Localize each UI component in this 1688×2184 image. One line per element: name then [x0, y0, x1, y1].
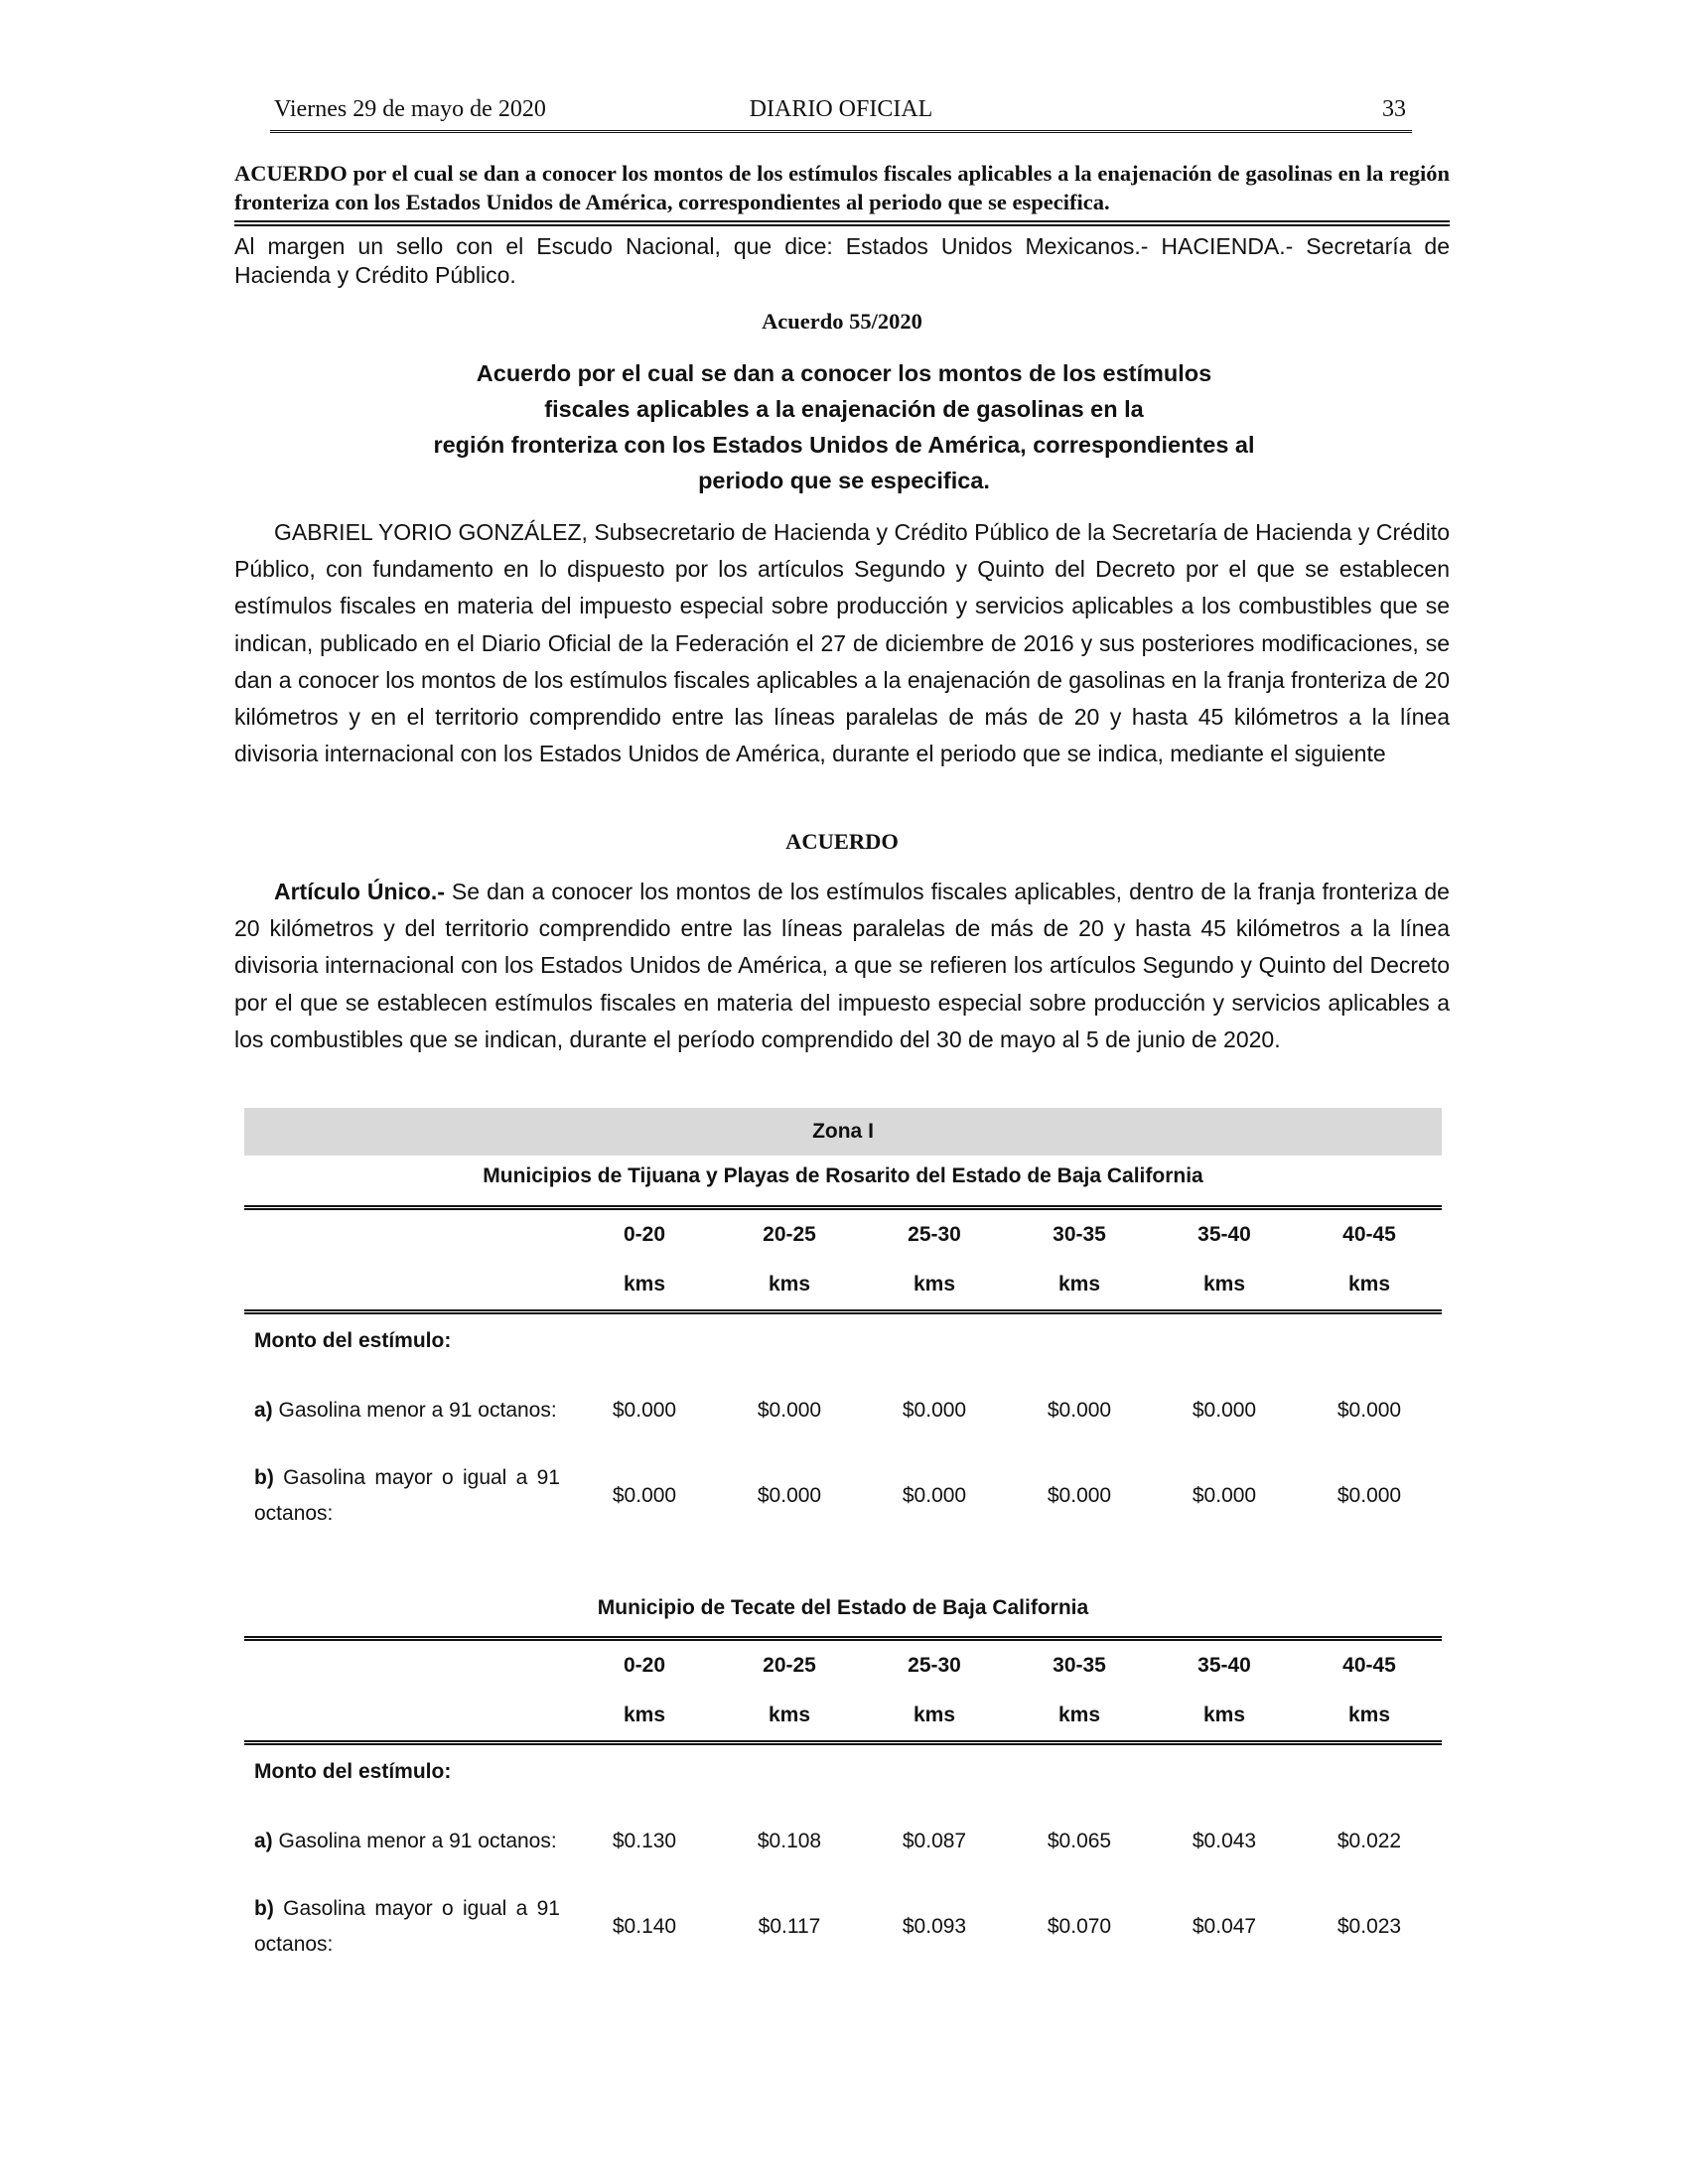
amount-cell: $0.000 [902, 1484, 967, 1507]
range-header: 0-20 [572, 1639, 717, 1692]
amount-cell: $0.070 [1047, 1915, 1112, 1938]
header-date: Viernes 29 de mayo de 2020 [274, 96, 546, 122]
table-row [244, 1312, 1442, 1369]
fuel-label [244, 1368, 572, 1453]
article-label: Artículo Único.- [274, 879, 445, 904]
amount-cell: $0.000 [1047, 1399, 1112, 1422]
monto-label: Monto del estímulo: [254, 1329, 452, 1352]
range-header: 20-25 [717, 1639, 862, 1692]
fuel-label [244, 1799, 572, 1884]
amount-cell: $0.022 [1336, 1830, 1402, 1852]
range-header: 40-45 [1297, 1639, 1442, 1692]
range-header: 35-40 [1152, 1639, 1297, 1692]
fuel-label [244, 1453, 572, 1539]
unit-header: kms [1297, 1260, 1442, 1312]
table-caption: Municipios de Tijuana y Playas de Rosarito del Estado de Baja California [483, 1164, 1203, 1187]
main-title [377, 355, 1311, 498]
unit-header: kms [862, 1260, 1007, 1312]
amount-cell: $0.000 [1192, 1484, 1257, 1507]
table-caption: Municipio de Tecate del Estado de Baja California [597, 1596, 1089, 1619]
amount-cell: $0.043 [1192, 1830, 1257, 1852]
table-row [244, 1368, 1442, 1453]
fuel-label [244, 1884, 572, 1970]
zone-heading: Zona I [244, 1108, 1442, 1156]
amount-cell: $0.000 [1192, 1399, 1257, 1422]
header-publication: DIARIO OFICIAL [749, 96, 933, 122]
amount-cell: $0.087 [902, 1830, 967, 1852]
range-header: 20-25 [717, 1208, 862, 1261]
range-header: 30-35 [1007, 1639, 1152, 1692]
amount-cell: $0.130 [612, 1830, 677, 1852]
unit-header: kms [572, 1260, 717, 1312]
fuel-prefix: a) [254, 1399, 273, 1422]
fuel-name: Gasolina menor a 91 octanos: [272, 1399, 557, 1422]
amount-cell: $0.000 [902, 1399, 967, 1422]
main-title-line: región fronteriza con los Estados Unidos de América, correspondientes al [433, 432, 1255, 458]
acuerdo-number: Acuerdo 55/2020 [762, 309, 922, 334]
amount-cell: $0.000 [1047, 1484, 1112, 1507]
header-cell-empty [244, 1260, 572, 1312]
amount-cell: $0.108 [757, 1830, 822, 1852]
unit-header: kms [862, 1691, 1007, 1743]
amount-cell: $0.000 [757, 1399, 822, 1422]
article-paragraph [234, 874, 1450, 1058]
main-title-line: fiscales aplicables a la enajenación de gasolinas en la [544, 396, 1144, 422]
preamble-paragraph: GABRIEL YORIO GONZÁLEZ, Subsecretario de Hacienda y Crédito Público de la Secretaría de Hacienda y Crédito Público, con fundamento en lo dispuesto por los artículos Segundo y Quinto del Decreto por el que se establecen estímulos fiscales en materia del impuesto especial sobre producción y servicios aplicables a los combustibles que se indican, publicado en el Diario Oficial de la Federación el 27 de diciembre de 2016 y sus posteriores modificaciones, se dan a conocer los montos de los estímulos fiscales aplicables a la enajenación de gasolinas en la franja fronteriza de 20 kilómetros y en el territorio comprendido entre las líneas paralelas de más de 20 y hasta 45 kilómetros a la línea divisoria internacional con los Estados Unidos de América, durante el periodo que se indica, mediante el siguiente [234, 519, 1450, 767]
amount-cell: $0.065 [1047, 1830, 1112, 1852]
stimulus-table [244, 1205, 1442, 1539]
amount-cell: $0.023 [1336, 1915, 1402, 1938]
unit-header: kms [717, 1260, 862, 1312]
range-header: 40-45 [1297, 1208, 1442, 1261]
unit-header: kms [1152, 1260, 1297, 1312]
table-header-row [244, 1639, 1442, 1692]
range-header: 30-35 [1007, 1208, 1152, 1261]
page-header [270, 94, 1412, 133]
range-header: 0-20 [572, 1208, 717, 1261]
amount-cell: $0.140 [612, 1915, 677, 1938]
acuerdo-heading: ACUERDO [785, 829, 899, 854]
amount-cell: $0.047 [1192, 1915, 1257, 1938]
fuel-prefix: b) [254, 1897, 274, 1920]
amount-cell: $0.000 [757, 1484, 822, 1507]
margin-note: Al margen un sello con el Escudo Nacional, que dice: Estados Unidos Mexicanos.- HACIENDA.- Secretaría de Hacienda y Crédito Público. [234, 233, 1450, 288]
amount-cell: $0.093 [902, 1915, 967, 1938]
unit-header: kms [1007, 1691, 1152, 1743]
fuel-name: Gasolina menor a 91 octanos: [272, 1830, 557, 1852]
unit-header: kms [572, 1691, 717, 1743]
range-header: 25-30 [862, 1208, 1007, 1261]
table-header-row [244, 1208, 1442, 1261]
main-title-line: Acuerdo por el cual se dan a conocer los montos de los estímulos [476, 360, 1212, 386]
unit-header: kms [717, 1691, 862, 1743]
table-row [244, 1743, 1442, 1800]
main-title-line: periodo que se especifica. [698, 468, 990, 493]
fuel-prefix: a) [254, 1830, 273, 1852]
fuel-name: Gasolina mayor o igual a 91 octanos: [254, 1466, 560, 1525]
amount-cell: $0.000 [612, 1399, 677, 1422]
amount-cell: $0.000 [612, 1484, 677, 1507]
header-cell-empty [244, 1639, 572, 1692]
unit-header: kms [1297, 1691, 1442, 1743]
fuel-prefix: b) [254, 1466, 274, 1489]
header-cell-empty [244, 1208, 572, 1261]
amount-cell: $0.117 [758, 1915, 821, 1938]
header-page-number: 33 [1382, 96, 1406, 122]
table-unit-row [244, 1260, 1442, 1312]
table-row [244, 1453, 1442, 1539]
range-header: 35-40 [1152, 1208, 1297, 1261]
amount-cell: $0.000 [1336, 1484, 1402, 1507]
decree-title: ACUERDO por el cual se dan a conocer los montos de los estímulos fiscales aplicables a la enajenación de gasolinas en la región fronteriza con los Estados Unidos de América, correspondientes al periodo que se especifica. [234, 159, 1450, 226]
monto-label: Monto del estímulo: [254, 1760, 452, 1783]
unit-header: kms [1152, 1691, 1297, 1743]
range-header: 25-30 [862, 1639, 1007, 1692]
amount-cell: $0.000 [1336, 1399, 1402, 1422]
table-unit-row [244, 1691, 1442, 1743]
header-cell-empty [244, 1691, 572, 1743]
unit-header: kms [1007, 1260, 1152, 1312]
table-row [244, 1884, 1442, 1970]
fuel-name: Gasolina mayor o igual a 91 octanos: [254, 1897, 560, 1956]
table-row [244, 1799, 1442, 1884]
stimulus-table [244, 1636, 1442, 1970]
article-text: Se dan a conocer los montos de los estímulos fiscales aplicables, dentro de la franja fronteriza de 20 kilómetros y del territorio comprendido entre las líneas paralelas de más de 20 y hasta 45 kilómetros a la línea divisoria internacional con los Estados Unidos de América, a que se refieren los artículos Segundo y Quinto del Decreto por el que se establecen estímulos fiscales en materia del impuesto especial sobre producción y servicios aplicables a los combustibles que se indican, durante el período comprendido del 30 de mayo al 5 de junio de 2020. [234, 879, 1450, 1052]
